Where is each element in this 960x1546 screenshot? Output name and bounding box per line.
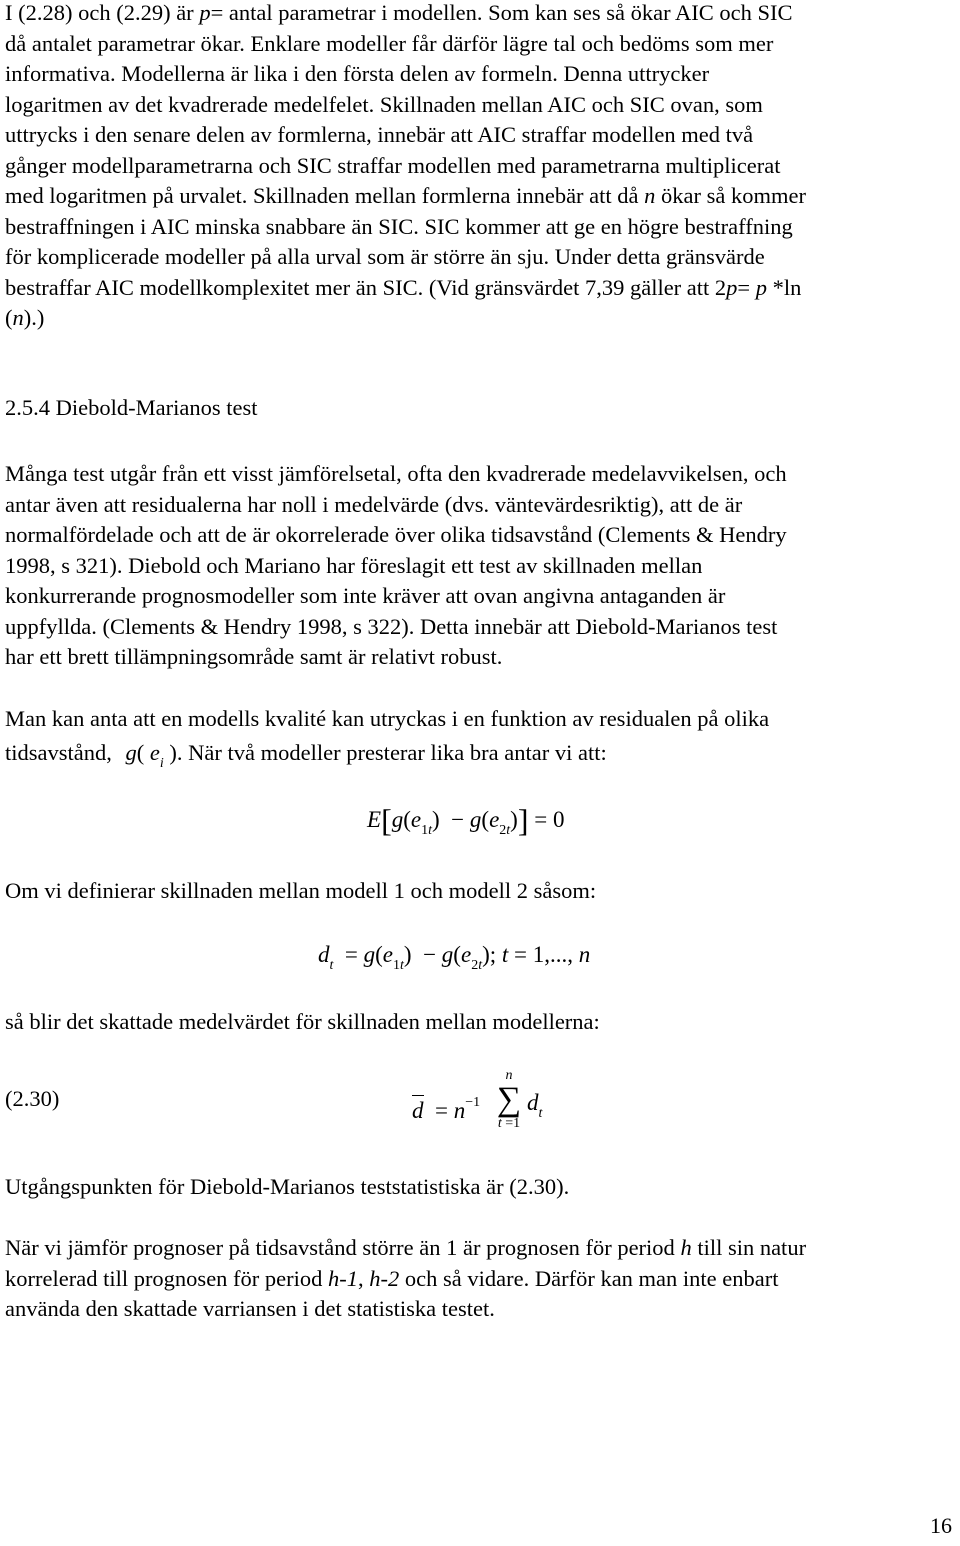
sum-symbol: ∑ (496, 1081, 522, 1118)
text-line (5, 738, 951, 780)
section-heading: 2.5.4 Diebold-Marianos test (5, 395, 258, 420)
sum-upper-limit: n (505, 1068, 513, 1083)
summation-sign (494, 1069, 524, 1131)
text-line: informativa. Modellerna är lika i den första delen av formeln. Denna uttrycker (5, 61, 710, 86)
equation-number: (2.30) (5, 1086, 60, 1111)
paragraph-define-difference (5, 876, 951, 907)
paragraph-aic-sic (5, 0, 951, 334)
text-line: så blir det skattade medelvärdet för skillnaden mellan modellerna: (5, 1009, 600, 1034)
text-line: 1998, s 321). Diebold och Mariano har föreslagit ett test av skillnaden mellan (5, 552, 703, 578)
text-line: normalfördelade och att de är okorrelerade över olika tidsavstånd (Clements & Hendry (5, 522, 787, 547)
text-line: uttrycks i den senare delen av formlerna, innebär att AIC straffar modellen med två (5, 122, 754, 147)
text-line: för komplicerade modeller på alla urval som är större än sju. Under detta gränsvärde (5, 244, 765, 269)
text-line: konkurrerande prognosmodeller som inte kräver att ovan angivna antaganden är (5, 583, 726, 608)
text-fragment: . När två modeller presterar lika bra antar vi att: (176, 739, 607, 765)
text-line: har ett brett tillämpningsområde samt är relativt robust. (5, 644, 503, 669)
formula-g-ei: g( $e_i$ ) (125, 739, 177, 771)
text-line: Många test utgår från ett visst jämförelsetal, ofta den kvadrerade medelavvikelsen, och (5, 461, 787, 486)
text-line: då antalet parametrar ökar. Enklare modeller får därför lägre tal och bedöms som mer (5, 30, 774, 56)
text-line: När vi jämför prognoser på tidsavstånd större än 1 är prognosen för period h till sin natur (5, 1235, 807, 1260)
sum-lower-limit: t =1 (497, 1116, 521, 1131)
text-line: Utgångspunkten för Diebold-Marianos teststatistiska är (2.30). (5, 1174, 570, 1199)
text-line: använda den skattade varriansen i det statistiska testet. (5, 1296, 495, 1321)
paragraph-diebold-mariano (5, 459, 951, 673)
equation-2-30-term: $d_t$ (527, 1090, 543, 1121)
text-line: korrelerad till prognosen för period h-1, h-2 och så vidare. Därför kan man inte enbart (5, 1265, 779, 1291)
equation-expectation: $E[g(e_{1t}) - g(e_{2t})] = 0$ (367, 802, 565, 838)
text-line: antar även att residualerna har noll i medelvärde (dvs. väntevärdesriktig), att de är (5, 491, 743, 517)
paragraph-quality-function (5, 704, 951, 779)
text-fragment: tidsavstånd, (5, 739, 112, 765)
equation-2-30: $d = n^{-1}$ (412, 1095, 481, 1123)
page-number: 16 (930, 1513, 952, 1538)
text-line: I (2.28) och (2.29) är p= antal parametrar i modellen. Som kan ses så ökar AIC och SIC (5, 0, 793, 25)
text-line: uppfyllda. (Clements & Hendry 1998, s 322). Detta innebär att Diebold-Marianos test (5, 613, 778, 639)
text-line: Man kan anta att en modells kvalité kan utryckas i en funktion av residualen på olika (5, 706, 770, 731)
text-line: gånger modellparametrarna och SIC straffar modellen med parametrarna multiplicerat (5, 152, 781, 178)
text-line: logaritmen av det kvadrerade medelfelet. Skillnaden mellan AIC och SIC ovan, som (5, 91, 763, 117)
text-line: (n).) (5, 305, 45, 330)
equation-difference: $d_t = g(e_{1t}) - g(e_{2t})$; t = 1,..., n (318, 942, 591, 973)
text-line: bestraffar AIC modellkomplexitet mer än SIC. (Vid gränsvärdet 7,39 gäller att 2p= p *ln (5, 274, 802, 300)
text-line: bestraffningen i AIC minska snabbare än SIC. SIC kommer att ge en högre bestraffning (5, 213, 793, 239)
paragraph-forecast-correlation (5, 1233, 951, 1325)
text-line: med logaritmen på urvalet. Skillnaden mellan formlerna innebär att då n ökar så kommer (5, 183, 806, 208)
paragraph-starting-point (5, 1172, 951, 1203)
text-line: Om vi definierar skillnaden mellan modell 1 och modell 2 såsom: (5, 878, 597, 903)
paragraph-estimated-mean (5, 1007, 951, 1038)
